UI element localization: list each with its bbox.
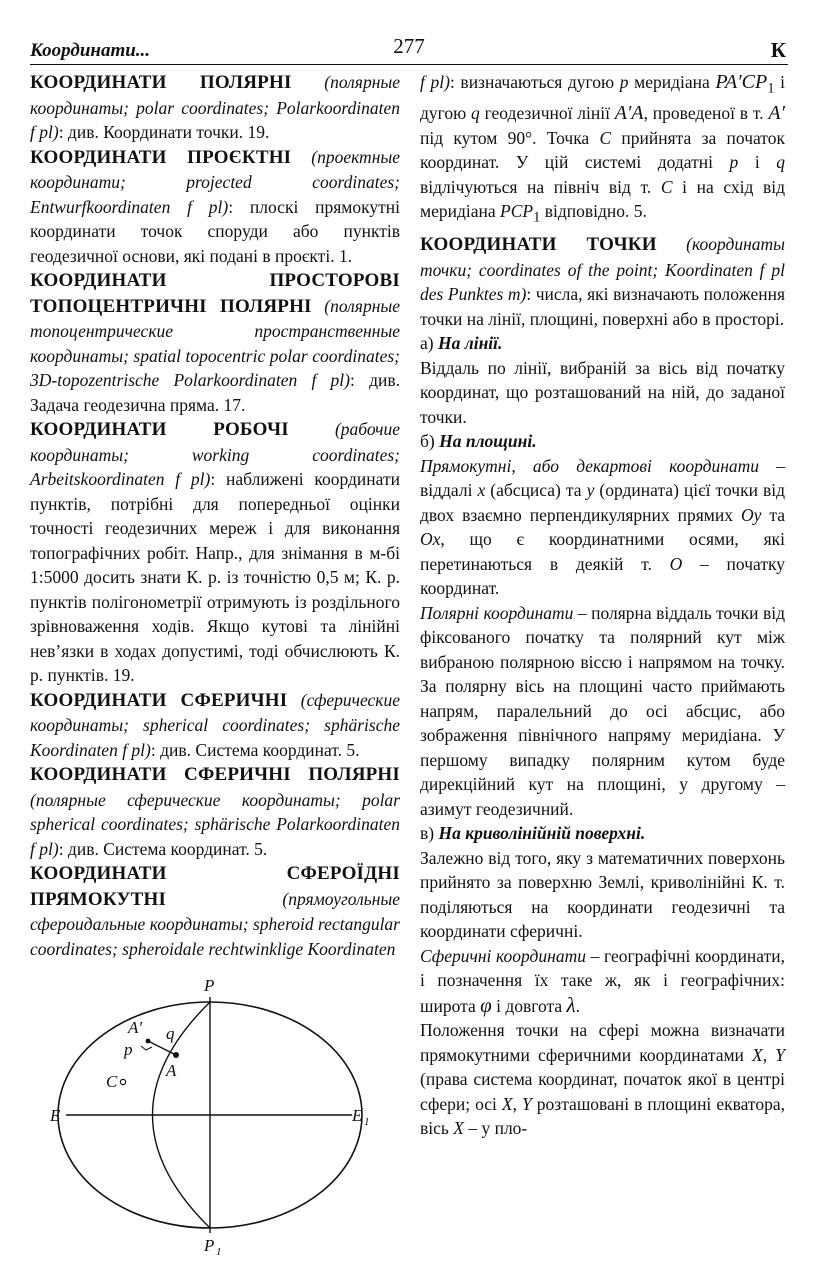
symbol: X (752, 1044, 763, 1065)
text: (права система координат, початок якої в центрі сфери; осі (420, 1069, 785, 1114)
cartesian-paragraph (420, 454, 785, 601)
spherical-paragraph (420, 944, 785, 1019)
page-header (30, 34, 788, 65)
surface-paragraph: Залежно від того, яку з математичних поверхонь прийнято за поверхню Землі, криволінійні К. т. поділяються на координати геодезичні та координати сферичні. (420, 847, 785, 941)
symbol: X (453, 1118, 464, 1138)
entry-definition: : наближені координати пунктів, потрібні для попередньої оцінки точності геодезичних мереж і для виконання топографічних робіт. Напр., для знімання в м-бі 1:5000 досить знати К. р. із точністю 0,5 м; К. р. пунктів полігонометрії отримують із роздільного зрівноваження ходів. Якщо кутові та лінійні нев’язки в ходах допустимі, тоді обчислюють К. р. пунктів. 19. (30, 469, 400, 685)
symbol: φ (480, 992, 492, 1017)
text: відлічуються на північ від т. (420, 176, 661, 197)
entry-spheroid-continuation (420, 70, 785, 230)
entry-term: КООРДИНАТИ ТОЧКИ (420, 234, 657, 255)
symbol: Y (522, 1093, 532, 1114)
point-c (120, 1079, 125, 1084)
label-e: E (50, 1106, 61, 1125)
text: , (512, 1093, 523, 1114)
entry-term: КООРДИНАТИ РОБОЧІ (30, 419, 289, 440)
italic-term: Сферичні координати (420, 945, 586, 966)
right-column (420, 70, 785, 1141)
entry-definition: : плоскі прямокутні координати точок споруди або пунктів геодезичної основи, які подані в проєкті. 1. (30, 196, 400, 266)
symbol: p (619, 72, 629, 92)
entry-spheroid-rectangular (30, 861, 400, 961)
label-q: q (166, 1024, 175, 1043)
entry-translations: (рабочие координаты; working coordinates; Arbeitskoordinaten f pl) (30, 419, 400, 489)
polar-paragraph (420, 601, 785, 822)
entry-translations: (полярные координаты; polar coordinates; Polarkoordinaten f pl) (30, 72, 400, 142)
entry-term: КООРДИНАТИ ПРОСТОРОВІ ТОПОЦЕНТРИЧНІ ПОЛЯРНІ (30, 270, 400, 317)
entry-projected-coordinates (30, 145, 400, 269)
subsection-title: На площині. (439, 431, 537, 451)
symbol: x (477, 480, 486, 500)
text: і довгота (491, 995, 567, 1016)
page-number: 277 (393, 34, 425, 58)
entry-working-coordinates (30, 417, 400, 688)
text: та (761, 504, 785, 525)
text: : визначаються дугою (449, 72, 620, 92)
symbol: PCP (500, 201, 534, 221)
entry-term: КООРДИНАТИ СФЕРОЇДНІ ПРЯМОКУТНІ (30, 863, 400, 910)
text: прийнята за початок координат. У цій системі додатні (420, 127, 785, 172)
label-a: A (166, 1061, 177, 1080)
entry-translations: (прямоугольные сфероидальные координаты; spheroid rectangular coordinates; spheroidale rechtwinklige Koordinaten (30, 888, 400, 959)
symbol: λ (566, 992, 576, 1017)
point-a (173, 1052, 179, 1058)
entry-translations: (полярные топоцентрические пространственные координаты; spatial topocentric polar coordinates; 3D-topozentrische Polarkoordinaten f pl) (30, 295, 400, 390)
italic-term: Полярні координати (420, 602, 574, 623)
text: (ордината) цієї точки від двох взаємно перпендикулярних прямих (420, 480, 786, 525)
entry-translations: (сферические координаты; spherical coordinates; sphärische Koordinaten f pl) (30, 689, 400, 760)
text: . (575, 995, 581, 1016)
subsection-title: На лінії. (437, 333, 503, 353)
label-p-arc: p (124, 1040, 133, 1059)
geodesic-line (148, 1041, 176, 1055)
symbol: X (501, 1093, 513, 1114)
label-e1: E (352, 1106, 363, 1125)
symbol: A′A (614, 102, 644, 124)
text: геодезичної лінії (479, 103, 615, 123)
label-c: C (106, 1072, 118, 1091)
entry-translations: f pl) (420, 72, 450, 92)
text: , що є координатними осями, які перетинаються в деякій т. (420, 529, 785, 574)
symbol: C (599, 127, 612, 148)
entry-definition: : див. Система координат. 5. (150, 739, 360, 760)
symbol: A′ (768, 102, 785, 124)
label-a-prime: A′ (128, 1018, 143, 1037)
sphere-position-paragraph (420, 1018, 785, 1141)
text: – географічні координати, і позначення їх таке ж, як і географічних: широта (420, 945, 786, 1016)
italic-term: Прямокутні, або декартові координати (420, 455, 760, 476)
label-p: P (204, 976, 215, 995)
point-a-prime (146, 1039, 151, 1044)
text: і на схід від меридіана (420, 176, 785, 221)
entry-term: КООРДИНАТИ СФЕРИЧНІ ПОЛЯРНІ (30, 764, 400, 785)
label-e1-sub: 1 (364, 1116, 370, 1128)
label-p1: P (204, 1236, 215, 1255)
section-letter: К (770, 38, 786, 62)
text: відповідно. 5. (540, 201, 647, 221)
entry-translations: (полярные сферические координаты; polar spherical coordinates; sphärische Polarkoordinaten f pl) (30, 789, 400, 859)
entry-definition: : числа, які визначають положення точки на лінії, площині, поверхні або в просторі. (420, 284, 785, 329)
text: – полярна віддаль точки від фіксованого початку та полярний кут між вибраною полярною віссю і напрямом на точку. За полярну вісь на площині часто приймають напрям, паралельний до осі абсцис, або зображення північного напряму меридіана. У першому випадку полярним кутом буде дирекційний кут на площині, у другому – азимут геодезичний. (420, 602, 785, 819)
symbol: y (586, 480, 595, 500)
symbol: Y (775, 1044, 785, 1065)
symbol: C (660, 176, 673, 197)
entry-term: КООРДИНАТИ СФЕРИЧНІ (30, 689, 288, 711)
entry-definition: : див. Задача геодезична пряма. 17. (30, 370, 400, 415)
text: Положення точки на сфері можна визначати прямокутними сферичними координатами (420, 1020, 785, 1065)
subscript: 1 (767, 80, 775, 97)
symbol: q (471, 103, 480, 123)
symbol: Ox (420, 529, 441, 549)
entry-definition: : див. Координати точки. 19. (58, 122, 270, 142)
subsection-label: а) (420, 333, 438, 353)
text: – початку координат. (420, 553, 785, 598)
entry-definition: : див. Система координат. 5. (58, 838, 268, 859)
subsection-title: На криволінійній поверхні. (438, 823, 646, 843)
subsection-plane-heading (420, 429, 785, 454)
text: під кутом 90°. Точка (420, 127, 600, 148)
entry-term: КООРДИНАТИ ПРОЄКТНІ (30, 146, 292, 168)
text: , проведеної в т. (643, 103, 769, 123)
left-column (30, 70, 400, 961)
entry-point-coordinates (420, 232, 785, 331)
entry-polar-coordinates (30, 70, 400, 145)
text: – у пло- (463, 1118, 528, 1138)
right-angle-mark (141, 1046, 152, 1050)
entry-topocentric-polar (30, 268, 400, 417)
text: і (738, 152, 777, 172)
symbol: p (729, 152, 739, 172)
symbol: PA′CP (715, 71, 768, 93)
text: (абсциса) та (485, 480, 587, 500)
subsection-surface-heading (420, 821, 785, 846)
entry-spherical-polar (30, 762, 400, 861)
text: – віддалі (420, 455, 786, 500)
label-p1-sub: 1 (216, 1246, 222, 1258)
symbol: q (776, 152, 785, 172)
text: і дугою (420, 72, 785, 123)
running-head: Координати... (30, 40, 151, 61)
entry-term: КООРДИНАТИ ПОЛЯРНІ (30, 72, 292, 93)
ellipse-figure (40, 975, 385, 1260)
entry-translations: (проектные координати; projected coordinates; Entwurfkoordinaten f pl) (30, 146, 400, 217)
symbol: Oy (740, 504, 762, 525)
subsection-line-text: Віддаль по лінії, вибраній за вісь від початку координат, що розташований на ній, до заданої точки. (420, 357, 785, 427)
subsection-label: б) (420, 431, 440, 451)
entry-spherical-coordinates (30, 688, 400, 763)
subscript: 1 (533, 209, 541, 226)
symbol: O (669, 553, 683, 574)
entry-translations: (координаты точки; coordinates of the point; Koordinaten f pl des Punktes m) (420, 234, 786, 304)
text: розташовані в площині екватора, вісь (420, 1093, 785, 1138)
subsection-label: в) (420, 823, 439, 843)
subsection-line-heading (420, 331, 785, 356)
text: меридіана (628, 72, 716, 92)
text: , (762, 1044, 776, 1065)
spheroid-diagram (40, 975, 385, 1260)
